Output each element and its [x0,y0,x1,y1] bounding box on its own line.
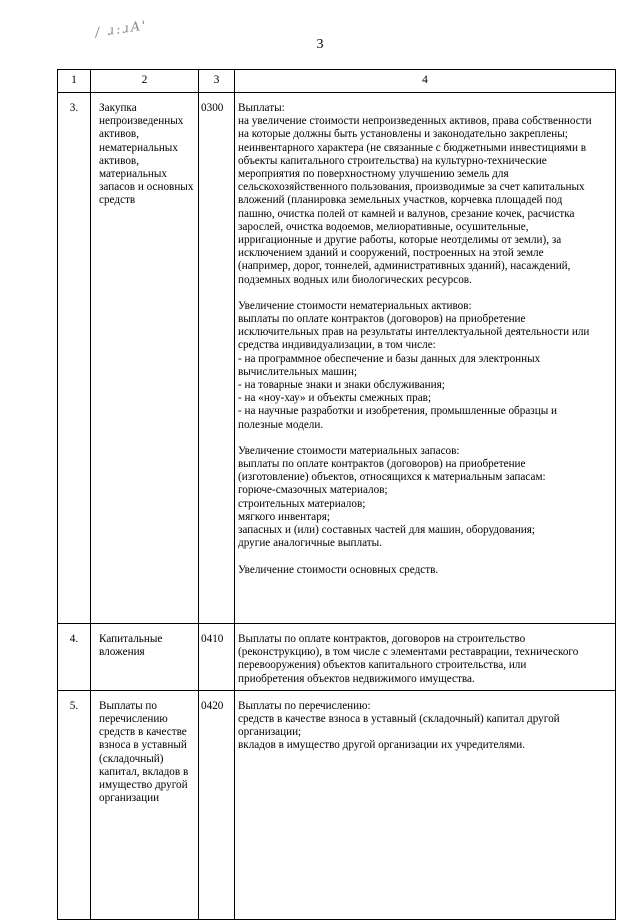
row-code-cell [199,624,235,691]
description-line: запасных и (или) составных частей для машин, оборудования; [238,524,536,537]
description-line: - на программное обеспечение и базы данных для электронных [238,352,541,365]
description-line: полезные модели. [238,418,324,431]
description-line: зарослей, очистка водоемов, мелиоративные, осушительные, [238,220,529,233]
description-line: Выплаты: [238,102,285,114]
header-cell: 4 [235,70,616,93]
description-line: средства индивидуализации, в том числе: [238,339,436,352]
description-line: другие аналогичные выплаты. [238,537,382,550]
header-cell: 3 [199,70,235,93]
description-line: (например, дорог, тоннелей, административных зданий), насаждений, [238,260,571,273]
description-line: выплаты по оплате контрактов (договоров) на приобретение [238,458,526,471]
row-number-cell [58,690,91,919]
description-line: вычислительных машин; [238,365,358,378]
row-name-cell [91,690,199,919]
page-number: 3 [316,37,324,52]
row-code: 0420 [201,699,224,712]
description-line: Выплаты по перечислению: [238,699,371,712]
description-line: мероприятия по поверхностному улучшению земель для [238,168,509,181]
row-description [235,691,615,757]
row-name: Закупка непроизведенных активов, нематериальных активов, материальных запасов и основных средств [99,102,194,207]
row-number: 3. [69,102,79,114]
description-paragraph [238,445,612,551]
description-line: мягкого инвентаря; [238,510,330,523]
table-row [58,93,616,624]
row-number-cell [58,624,91,691]
description-line: объекты капитального строительства) на культурно-технические [238,154,547,167]
description-line: Увеличение стоимости нематериальных активов: [238,299,472,312]
description-line: Увеличение стоимости основных средств. [238,563,439,576]
description-line: исключительных прав на результаты интеллектуальной деятельности или [238,326,590,339]
row-name-cell [91,624,199,691]
description-line: Выплаты по оплате контрактов, договоров на строительство [238,633,526,645]
description-paragraph [238,700,612,753]
row-code: 0300 [201,102,224,114]
description-line: горюче-смазочных материалов; [238,484,388,497]
row-description-cell [235,93,616,624]
header-cell: 2 [91,70,199,93]
row-description-cell [235,690,616,919]
description-line: - на «ноу-хау» и объекты смежных прав; [238,392,432,405]
description-line: средств в качестве взноса в уставный (складочный) капитал другой [238,713,560,726]
description-line: приобретения объектов недвижимого имущества. [238,672,475,685]
description-line: строительных материалов; [238,497,366,510]
description-line: неинвентарного характера (не связанные с бюджетными инвестициями в [238,141,587,154]
row-code-cell [199,93,235,624]
description-line: исключением зданий и сооружений, построенных на этой земле [238,247,544,260]
table-row [58,690,616,919]
row-number: 4. [69,633,79,645]
description-line: (реконструкцию), в том числе с элементами реставрации, технического [238,646,579,659]
row-name-cell [91,93,199,624]
row-number: 5. [69,699,79,712]
description-line: вложений (планировка земельных участков, корчевка площадей под [238,194,563,207]
row-code-cell [199,690,235,919]
description-line: - на научные разработки и изобретения, промышленные образцы и [238,405,557,418]
description-line: пашню, очистка полей от камней и валунов, срезание кочек, расчистка [238,207,575,220]
description-line: Увеличение стоимости материальных запасов: [238,444,460,457]
row-number-cell [58,93,91,624]
row-code: 0410 [201,633,224,645]
description-line: - на товарные знаки и знаки обслуживания; [238,379,445,392]
description-paragraph [238,300,612,432]
header-cell: 1 [58,70,91,93]
description-line: вкладов в имущество другой организации их учредителями. [238,739,526,752]
table-header-row [58,70,616,93]
description-paragraph [238,564,612,577]
budget-table [57,69,616,920]
row-description [235,93,615,581]
table-row [58,624,616,691]
description-line: выплаты по оплате контрактов (договоров) на приобретение [238,313,526,326]
description-line: организации; [238,726,302,739]
row-description-cell [235,624,616,691]
handwritten-note: / ɹ:ɹA' [94,18,149,41]
description-paragraph [238,102,612,287]
description-line: перевооружения) объектов капитального строительства, или [238,659,527,672]
description-line: на увеличение стоимости непроизведенных активов, права собственности [238,115,592,128]
row-name: Капитальные вложения [99,633,163,659]
description-line: (изготовление) объектов, относящихся к материальным запасам: [238,471,546,484]
row-name: Выплаты по перечислению средств в качестве взноса в уставный (складочный) капитал, вкладов в имущество другой организации [99,699,189,805]
description-line: ирригационные и другие работы, которые неотделимы от земли), за [238,234,562,247]
description-line: сельскохозяйственного пользования, производимые за счет капитальных [238,181,585,194]
row-description [235,624,615,690]
description-paragraph [238,633,612,686]
description-line: на которые должны быть установлены и законодательно закреплены; [238,128,568,141]
description-line: подземных водных или биологических ресурсов. [238,273,472,286]
